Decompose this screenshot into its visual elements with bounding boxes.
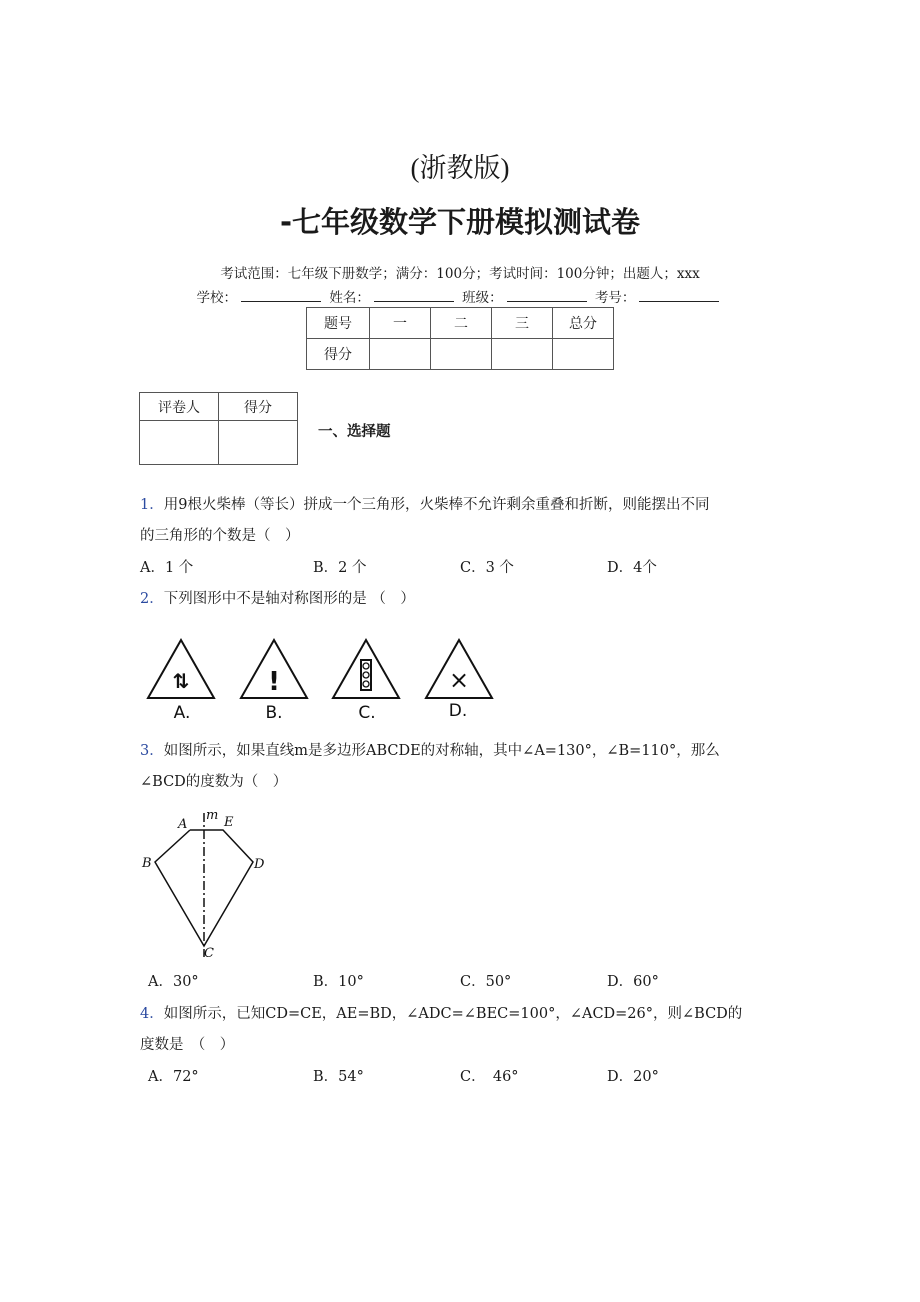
question-text: 如图所示，如果直线m是多边形ABCDE的对称轴，其中∠A=130°，∠B=110°，那么 — [163, 743, 720, 759]
question-3-line2: ∠BCD的度数为（ ） — [140, 774, 288, 790]
label-a: A — [178, 817, 188, 832]
option-a: A．30° — [148, 974, 199, 990]
cross-icon: × — [448, 666, 470, 694]
section-title: 一、选择题 — [318, 424, 391, 440]
school-label: 学校： — [196, 290, 238, 306]
score-cell — [370, 339, 431, 370]
option-a: A．1 个 — [140, 560, 194, 576]
label-m: m — [206, 808, 219, 823]
label-c: C — [204, 946, 214, 960]
option-d: D．60° — [607, 974, 659, 990]
grader-table — [139, 392, 298, 465]
question-number: 4． — [140, 1006, 164, 1022]
question-number: 2． — [140, 591, 164, 607]
exam-title: -七年级数学下册模拟测试卷 — [279, 205, 641, 239]
option-c: C． 46° — [460, 1069, 519, 1085]
name-blank — [374, 289, 454, 302]
label-d: D — [254, 857, 265, 872]
number-blank — [639, 289, 719, 302]
question-number: 1． — [140, 497, 164, 513]
figure-label-d: D. — [448, 701, 468, 721]
option-b: B．54° — [313, 1069, 364, 1085]
option-d: D．20° — [607, 1069, 659, 1085]
exam-subtitle: (浙教版) — [410, 153, 510, 183]
figure-label-b: B. — [265, 703, 283, 723]
question-text: 用9根火柴棒（等长）拼成一个三角形，火柴棒不允许剩余重叠和折断，则能摆出不同 — [163, 497, 710, 513]
class-blank — [507, 289, 587, 302]
figure-label-c: C. — [358, 703, 376, 723]
number-label: 考号： — [594, 290, 636, 306]
label-b: B — [142, 856, 152, 871]
pentagon-figure — [140, 805, 275, 960]
two-way-arrows-icon: ⇅ — [172, 669, 190, 693]
question-1-line1 — [140, 495, 709, 515]
score-header: 二 — [431, 308, 492, 339]
score-cell — [431, 339, 492, 370]
student-fields — [0, 286, 920, 306]
score-cell — [492, 339, 553, 370]
grader-cell — [219, 421, 298, 465]
label-e: E — [224, 815, 234, 830]
traffic-signs-figure — [140, 628, 510, 724]
grader-header: 评卷人 — [140, 393, 219, 421]
score-header: 三 — [492, 308, 553, 339]
option-a: A．72° — [148, 1069, 199, 1085]
question-number: 3． — [140, 743, 164, 759]
option-d: D．4个 — [607, 560, 657, 576]
option-c: C．3 个 — [460, 560, 514, 576]
score-row-label: 得分 — [307, 339, 370, 370]
school-blank — [241, 289, 321, 302]
grader-cell — [140, 421, 219, 465]
question-4-line2: 度数是 （ ） — [140, 1037, 235, 1053]
question-text: 如图所示，已知CD=CE，AE=BD，∠ADC=∠BEC=100°，∠ACD=26°，则∠BCD的 — [163, 1006, 743, 1022]
exam-info: 考试范围：七年级下册数学；满分：100分；考试时间：100分钟；出题人；xxx — [220, 266, 700, 282]
score-table — [306, 307, 614, 370]
score-cell — [553, 339, 614, 370]
question-3-line1 — [140, 741, 720, 761]
question-2-line1 — [140, 589, 415, 609]
question-1-line2: 的三角形的个数是（ ） — [140, 528, 300, 544]
question-text: 下列图形中不是轴对称图形的是 （ ） — [163, 591, 415, 607]
class-label: 班级： — [462, 290, 503, 306]
figure-label-a: A. — [173, 703, 191, 723]
option-c: C．50° — [460, 974, 512, 990]
exclamation-icon: ! — [268, 667, 280, 697]
score-header: 总分 — [553, 308, 614, 339]
option-b: B．2 个 — [313, 560, 367, 576]
score-header: 一 — [370, 308, 431, 339]
option-b: B．10° — [313, 974, 364, 990]
name-label: 姓名： — [329, 290, 370, 306]
question-4-line1 — [140, 1004, 742, 1024]
score-header: 题号 — [307, 308, 370, 339]
grader-header: 得分 — [219, 393, 298, 421]
